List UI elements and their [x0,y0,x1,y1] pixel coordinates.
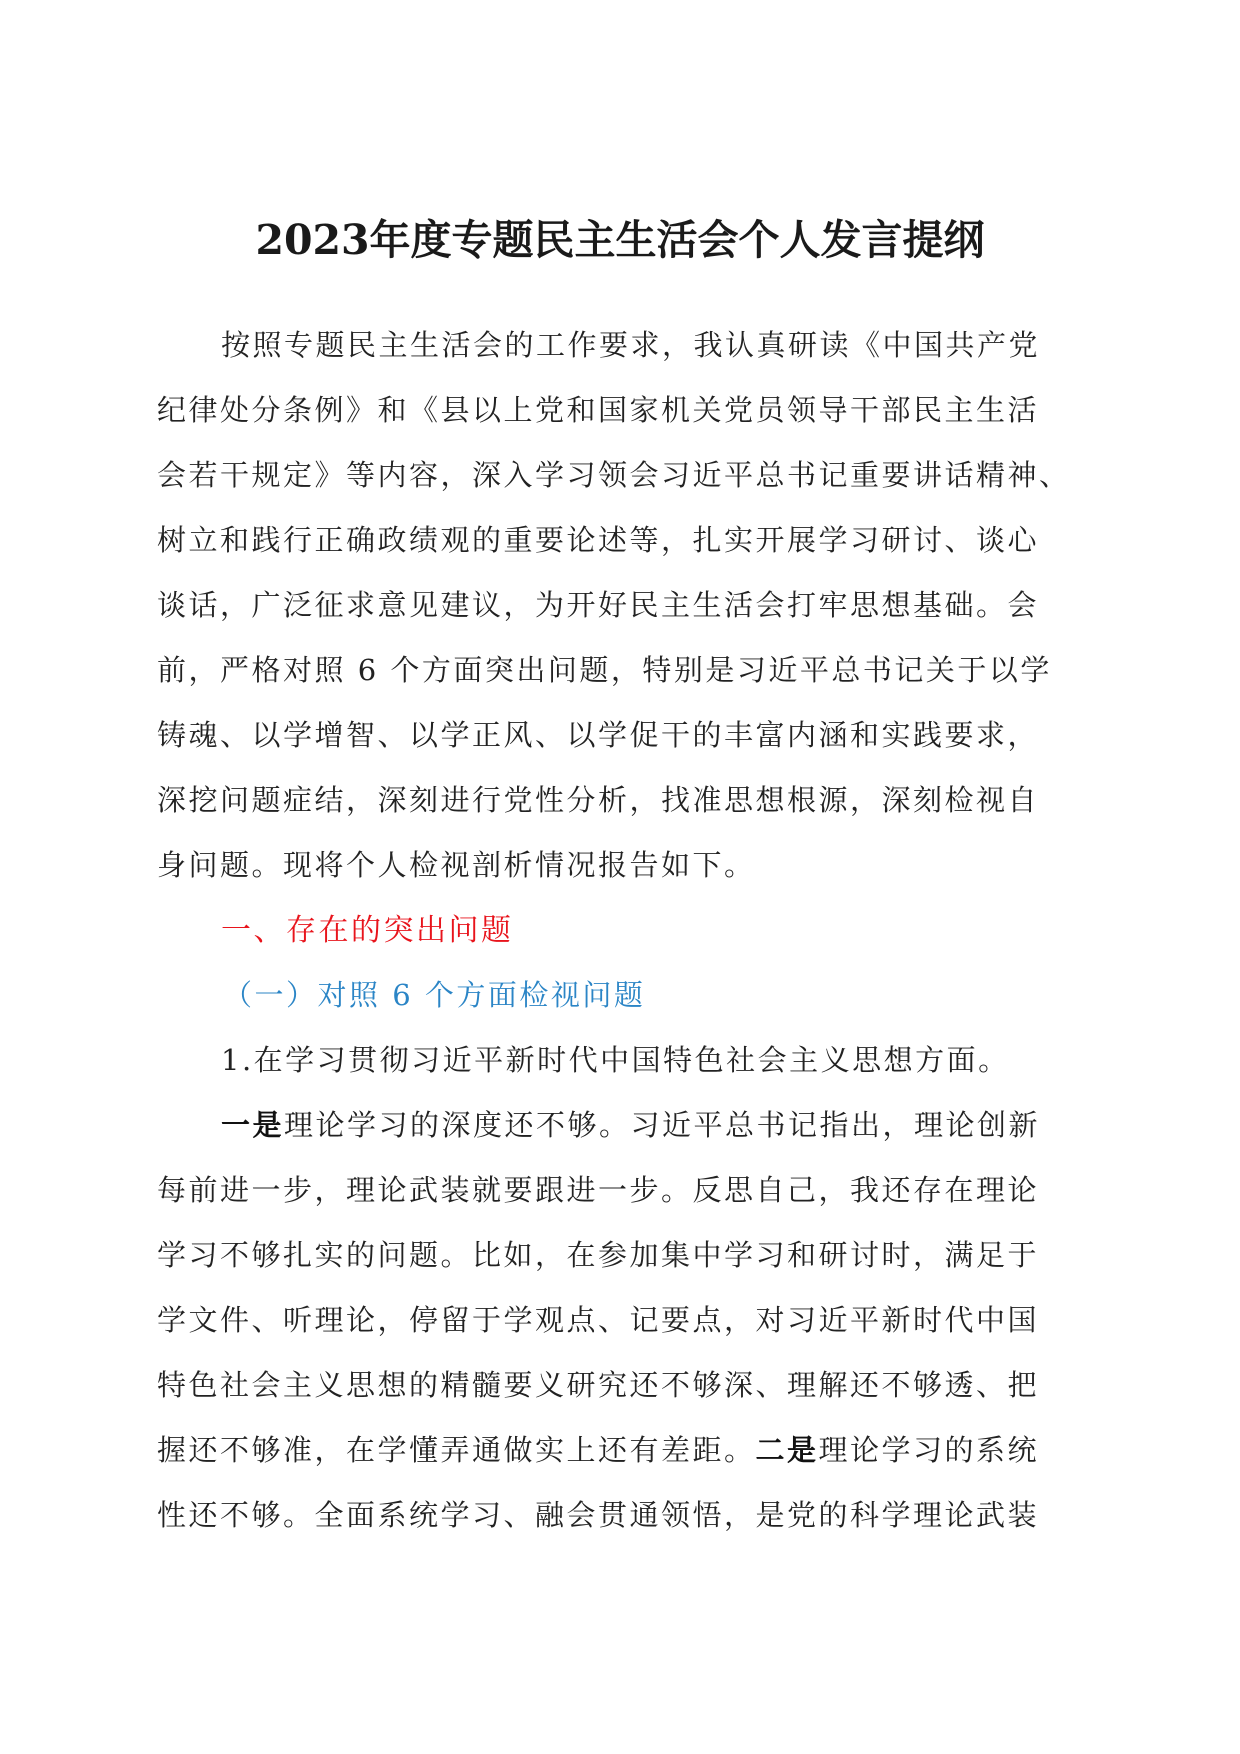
intro-paragraph [157,313,1097,898]
paragraph-line: 学文件、听理论，停留于学观点、记要点，对习近平新时代中国 [157,1303,1040,1337]
lead-marker-1: 一是 [221,1108,285,1142]
intro-line: 铸魂、以学增智、以学正风、以学促干的丰富内涵和实践要求， [157,718,1040,752]
lead-marker-2: 二是 [755,1433,819,1467]
paragraph-line [157,1093,1097,1158]
problem-paragraph [157,1093,1097,1548]
section-heading-1: 一、存在的突出问题 [221,913,514,948]
intro-line: 前，严格对照 6 个方面突出问题，特别是习近平总书记关于以学 [157,653,1052,687]
document-title: 2023年度专题民主生活会个人发言提纲 [255,216,985,264]
document-body [157,313,1097,1548]
intro-line: 树立和践行正确政绩观的重要论述等，扎实开展学习研讨、谈心 [157,523,1040,557]
paragraph-line: 每前进一步，理论武装就要跟进一步。反思自己，我还存在理论 [157,1173,1040,1207]
paragraph-line: 学习不够扎实的问题。比如，在参加集中学习和研讨时，满足于 [157,1238,1040,1272]
intro-line: 按照专题民主生活会的工作要求，我认真研读《中国共产党 [221,328,1041,362]
paragraph-line: 特色社会主义思想的精髓要义研究还不够深、理解还不够透、把 [157,1368,1040,1402]
line-text: 理论学习的深度还不够。习近平总书记指出，理论创新 [284,1108,1041,1142]
intro-line: 身问题。现将个人检视剖析情况报告如下。 [157,848,756,882]
subsection-heading-1: （一）对照 6 个方面检视问题 [223,978,646,1012]
item-heading-1: 1.在学习贯彻习近平新时代中国特色社会主义思想方面。 [221,1043,1010,1077]
line-text: 理论学习的系统 [818,1433,1040,1467]
intro-line: 纪律处分条例》和《县以上党和国家机关党员领导干部民主生活 [157,393,1040,427]
paragraph-line: 性还不够。全面系统学习、融会贯通领悟，是党的科学理论武装 [157,1498,1040,1532]
intro-line: 谈话，广泛征求意见建议，为开好民主生活会打牢思想基础。会 [157,588,1040,622]
intro-line: 深挖问题症结，深刻进行党性分析，找准思想根源，深刻检视自 [157,783,1040,817]
intro-line: 会若干规定》等内容，深入学习领会习近平总书记重要讲话精神、 [157,458,1071,492]
paragraph-line [157,1418,1097,1483]
line-text: 握还不够准，在学懂弄通做实上还有差距。 [157,1433,756,1467]
